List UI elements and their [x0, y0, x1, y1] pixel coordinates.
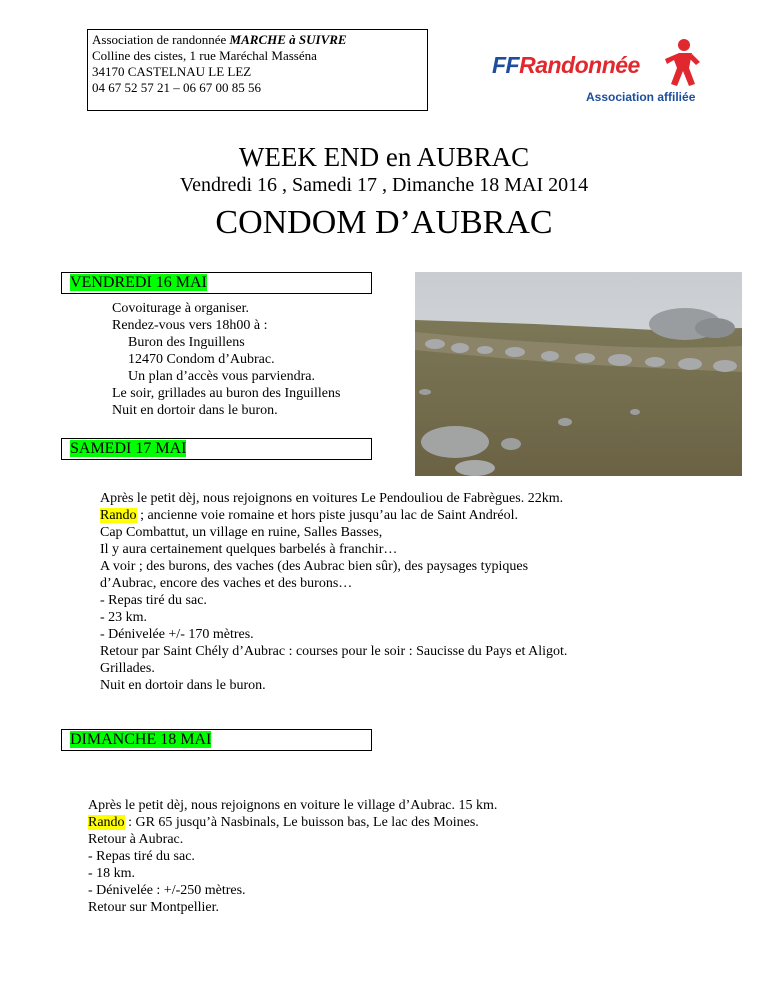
phone-numbers: 04 67 52 57 21 – 06 67 00 85 56: [92, 80, 261, 95]
saturday-heading-box: [61, 438, 372, 460]
address-line-1: Colline des cistes, 1 rue Maréchal Masséna: [92, 48, 317, 63]
saturday-rando-line: [100, 507, 567, 524]
saturday-heading: SAMEDI 17 MAI: [70, 440, 187, 457]
event-title: WEEK END en AUBRAC: [238, 142, 530, 172]
association-name: MARCHE à SUIVRE: [229, 32, 347, 47]
friday-line: Buron des Inguillens: [128, 335, 245, 350]
sunday-details: [88, 797, 497, 916]
association-address-box: [87, 29, 428, 111]
logo-wordmark: [492, 52, 640, 79]
rando-label: Rando: [100, 508, 137, 523]
association-name-line: [92, 32, 423, 48]
friday-line: Le soir, grillades au buron des Inguillens: [112, 386, 341, 401]
friday-line: Un plan d’accès vous parviendra.: [128, 369, 315, 384]
rando-label: Rando: [88, 815, 125, 830]
event-dates: Vendredi 16 , Samedi 17 , Dimanche 18 MAI 2014: [179, 174, 589, 196]
friday-heading-box: [61, 272, 372, 294]
sunday-line: - Repas tiré du sac.: [88, 849, 195, 864]
friday-heading: VENDREDI 16 MAI: [70, 274, 207, 291]
saturday-line: Grillades.: [100, 661, 155, 676]
sunday-line: Retour à Aubrac.: [88, 832, 184, 847]
sunday-heading: DIMANCHE 18 MAI: [70, 731, 212, 748]
friday-line: Rendez-vous vers 18h00 à :: [112, 318, 268, 333]
rando-text: ; ancienne voie romaine et hors piste jusqu’au lac de Saint Andréol.: [136, 508, 518, 523]
friday-details: [112, 300, 340, 419]
saturday-details: [100, 490, 567, 694]
saturday-line: d’Aubrac, encore des vaches et des burons…: [100, 576, 353, 591]
friday-line: Covoiturage à organiser.: [112, 301, 249, 316]
saturday-line: Retour par Saint Chély d’Aubrac : courses pour le soir : Saucisse du Pays et Aligot.: [100, 644, 568, 659]
logo-randonnee: Randonnée: [519, 52, 640, 78]
sunday-line: Après le petit dèj, nous rejoignons en voiture le village d’Aubrac. 15 km.: [88, 798, 498, 813]
ffrandonnee-logo: [492, 38, 708, 110]
sunday-line: Retour sur Montpellier.: [88, 900, 220, 915]
saturday-line: - 23 km.: [100, 610, 148, 625]
rando-text: : GR 65 jusqu’à Nasbinals, Le buisson bas, Le lac des Moines.: [124, 815, 479, 830]
saturday-line: Cap Combattut, un village en ruine, Salles Basses,: [100, 525, 383, 540]
saturday-line: Après le petit dèj, nous rejoignons en voitures Le Pendouliou de Fabrègues. 22km.: [100, 491, 564, 506]
event-location: CONDOM D’AUBRAC: [215, 204, 553, 241]
address-line-2: 34170 CASTELNAU LE LEZ: [92, 64, 252, 79]
friday-line: Nuit en dortoir dans le buron.: [112, 403, 278, 418]
saturday-line: A voir ; des burons, des vaches (des Aubrac bien sûr), des paysages typiques: [100, 559, 529, 574]
hiker-icon: [662, 38, 702, 90]
sunday-rando-line: [88, 814, 497, 831]
saturday-line: - Dénivelée +/- 170 mètres.: [100, 627, 254, 642]
association-prefix: Association de randonnée: [92, 32, 230, 47]
sunday-line: - 18 km.: [88, 866, 136, 881]
logo-subtitle: Association affiliée: [586, 90, 696, 104]
saturday-line: Il y aura certainement quelques barbelés à franchir…: [100, 542, 398, 557]
sunday-line: - Dénivelée : +/-250 mètres.: [88, 883, 246, 898]
logo-ff: FF: [492, 52, 520, 78]
saturday-line: - Repas tiré du sac.: [100, 593, 207, 608]
friday-line: 12470 Condom d’Aubrac.: [128, 352, 275, 367]
sunday-heading-box: [61, 729, 372, 751]
saturday-line: Nuit en dortoir dans le buron.: [100, 678, 266, 693]
aubrac-landscape-photo: [415, 272, 742, 476]
